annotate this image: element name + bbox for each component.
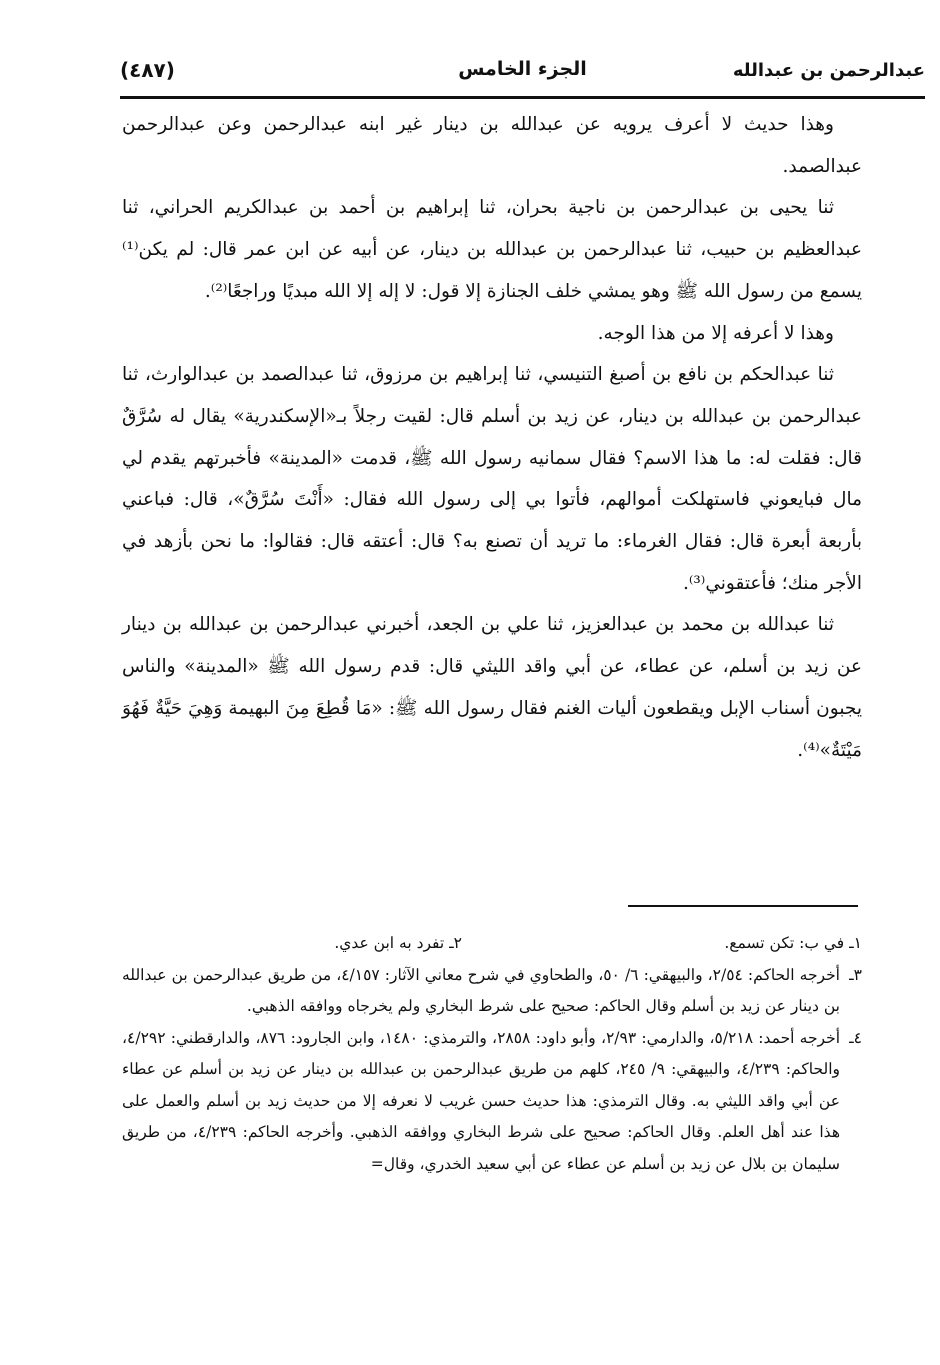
header-volume-title: الجزء الخامس: [458, 58, 587, 80]
footnote-2: ٢ـ تفرد به ابن عدي.: [334, 934, 462, 952]
footnote-number: ٤ـ: [849, 1028, 862, 1047]
main-text: [122, 104, 862, 771]
body-paragraph: وهذا حديث لا أعرف يرويه عن عبدالله بن دينار غير ابنه عبدالرحمن وعن عبدالرحمن عبدالصمد.: [122, 114, 862, 177]
header-author: عبدالرحمن بن عبدالله: [732, 60, 925, 81]
body-paragraph: ثنا يحيى بن عبدالرحمن بن ناجية بحران، ثنا إبراهيم بن أحمد بن عبدالكريم الحراني، ثنا عبدالعظيم بن حبيب، ثنا عبدالرحمن بن عبدالله بن دينار، عن أبيه عن ابن عمر قال: لم يكن⁽¹⁾ يسمع من رسول الله ﷺ وهو يمشي خلف الجنازة إلا قول: لا إله إلا الله مبديًا وراجعًا⁽²⁾.: [122, 197, 862, 302]
body-paragraph: ثنا عبدالله بن محمد بن عبدالعزيز، ثنا علي بن الجعد، أخبرني عبدالرحمن بن عبدالله بن دينار عن زيد بن أسلم، عن عطاء، عن أبي واقد الليثي قال: قدم رسول الله ﷺ «المدينة» والناس يجبون أسناب الإبل ويقطعون أليات الغنم فقال رسول الله ﷺ: «مَا قُطِعَ مِنَ البهيمة وَهِيَ حَيَّةٌ فَهُوَ مَيْتَةٌ»⁽⁴⁾.: [122, 614, 862, 761]
page-number: (٤٨٧): [120, 58, 175, 82]
footnote-4: [122, 1023, 862, 1181]
footnote-divider: [628, 905, 858, 907]
footnote-text: أخرجه الحاكم: ٢/٥٤، والبيهقي: ٦/ ٥٠، والطحاوي في شرح معاني الآثار: ٤/١٥٧، من طريق عبدالرحمن بن عبدالله بن دينار عن زيد بن أسلم وقال الحاكم: صحيح على شرط البخاري ولم يخرجاه ووافقه الذهبي.: [122, 965, 840, 1015]
footnote-row: [122, 928, 862, 960]
header-divider: [120, 96, 925, 99]
footnote-1: ١ـ في ب: تكن تسمع.: [724, 934, 862, 952]
running-header: [120, 56, 925, 96]
footnote-number: ٣ـ: [849, 965, 862, 984]
body-paragraph: وهذا لا أعرفه إلا من هذا الوجه.: [597, 322, 834, 344]
footnote-3: [122, 960, 862, 1023]
footnotes: [122, 928, 862, 1180]
body-paragraph: ثنا عبدالحكم بن نافع بن أصبغ التنيسي، ثنا إبراهيم بن مرزوق، ثنا عبدالصمد بن عبدالوارث، ثنا عبدالرحمن بن عبدالله بن دينار، عن زيد بن أسلم قال: لقيت رجلاً بـ«الإسكندرية» يقال له سُرَّقٌ قال: فقلت له: ما هذا الاسم؟ فقال سمانيه رسول الله ﷺ، قدمت «المدينة» فأخبرتهم يقدم لي مال فبايعوني فاستهلكت أموالهم، فأتوا بي إلى رسول الله فقال: «أَنْتَ سُرَّقٌ»، قال: فباعني بأربعة أبعرة قال: فقال الغرماء: ما تريد أن تصنع به؟ قال: أعتقه قال: فقالوا: ما نحن بأزهد في الأجر منك؛ فأعتقوني⁽³⁾.: [122, 364, 862, 594]
footnote-text: أخرجه أحمد: ٥/٢١٨، والدارمي: ٢/٩٣، وأبو داود: ٢٨٥٨، والترمذي: ١٤٨٠، وابن الجارود: ٨٧٦، والدارقطني: ٤/٢٩٢، والحاكم: ٤/٢٣٩، والبيهقي: ٩/ ٢٤٥، كلهم من طريق عبدالرحمن بن عبدالله بن دينار عن زيد بن أسلم عن عطاء عن أبي واقد الليثي به. وقال الترمذي: هذا حديث حسن غريب لا نعرفه إلا من حديث زيد بن أسلم والعمل على هذا عند أهل العلم. وقال الحاكم: صحيح على شرط البخاري ووافقه الذهبي. وأخرجه الحاكم: ٤/٢٣٩، من طريق سليمان بن بلال عن زيد بن أسلم عن عطاء عن أبي سعيد الخدري، وقال=: [122, 1028, 840, 1173]
